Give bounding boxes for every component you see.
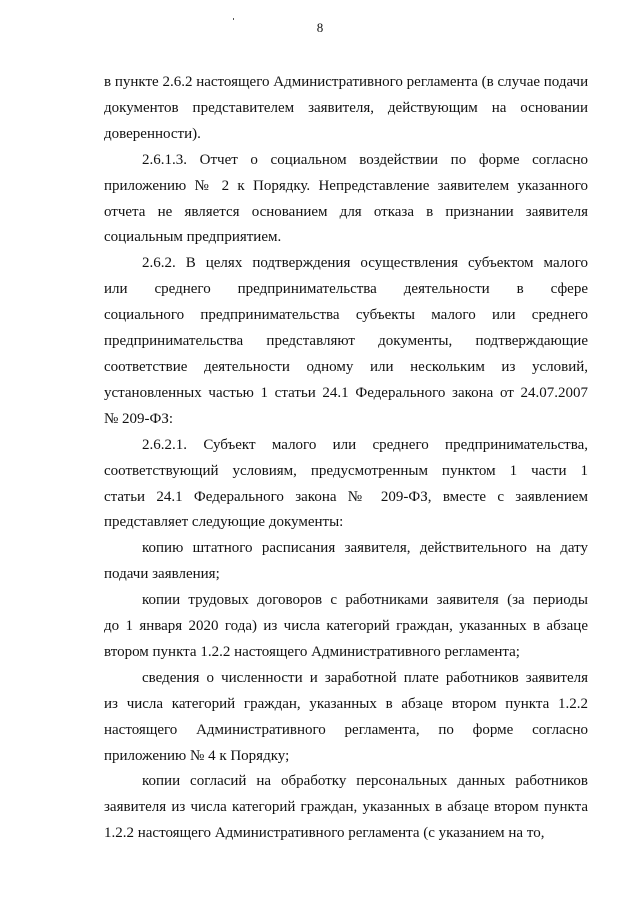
text-line: или среднего предпринимательства деятельности в сфере xyxy=(104,281,588,298)
text-line: подачи заявления; xyxy=(104,566,220,583)
paragraph xyxy=(104,536,588,588)
text-line: установленных частью 1 статьи 24.1 Федерального закона от 24.07.2007 xyxy=(104,384,588,401)
text-line: социального предпринимательства субъекты малого или среднего xyxy=(104,307,588,324)
paragraph xyxy=(104,251,588,432)
text-line: приложению № 4 к Порядку; xyxy=(104,747,290,764)
paragraph xyxy=(104,588,588,666)
text-line: настоящего Административного регламента, по форме согласно xyxy=(104,721,588,738)
page-number: 8 xyxy=(316,20,324,35)
text-line: сведения о численности и заработной плате работников заявителя xyxy=(142,669,588,686)
text-line: доверенности). xyxy=(104,125,201,142)
text-line: копии трудовых договоров с работниками заявителя (за периоды xyxy=(142,592,588,609)
paragraph xyxy=(104,769,588,847)
paragraph xyxy=(104,148,588,252)
text-line: в пункте 2.6.2 настоящего Административного регламента (в случае подачи xyxy=(104,74,589,90)
text-line: документов представителем заявителя, действующим на основании xyxy=(104,99,588,116)
text-line: приложению № 2 к Порядку. Непредставление заявителем указанного xyxy=(104,177,588,194)
paragraph xyxy=(104,433,588,537)
text-line: до 1 января 2020 года) из числа категорий граждан, указанных в абзаце xyxy=(104,618,588,635)
text-line: копии согласий на обработку персональных данных работников xyxy=(142,773,588,790)
text-line: 2.6.1.3. Отчет о социальном воздействии по форме согласно xyxy=(142,151,588,168)
text-line: 2.6.2.1. Субъект малого или среднего предпринимательства, xyxy=(142,436,588,453)
text-line: представляет следующие документы: xyxy=(104,514,344,531)
text-line: предпринимательства представляют документы, подтверждающие xyxy=(104,333,588,350)
text-line: 1.2.2 настоящего Административного регламента (с указанием на то, xyxy=(104,825,545,842)
text-line: копию штатного расписания заявителя, действительного на дату xyxy=(142,540,588,557)
text-line: № 209-ФЗ: xyxy=(104,410,174,427)
text-line: отчета не является основанием для отказа в признании заявителя xyxy=(104,203,588,220)
text-line: статьи 24.1 Федерального закона № 209-ФЗ, вместе с заявлением xyxy=(104,488,588,505)
paragraph xyxy=(104,70,588,148)
text-line: из числа категорий граждан, указанных в абзаце втором пункта 1.2.2 xyxy=(104,695,588,712)
text-line: втором пункта 1.2.2 настоящего Административного регламента; xyxy=(104,643,520,660)
document-body xyxy=(104,70,588,847)
text-line: социальным предприятием. xyxy=(104,229,282,246)
paragraph xyxy=(104,666,588,770)
text-line: соответствие деятельности одному или нескольким из условий, xyxy=(104,358,588,375)
text-line: 2.6.2. В целях подтверждения осуществления субъектом малого xyxy=(142,255,588,272)
text-line: соответствующий условиям, предусмотренным пунктом 1 части 1 xyxy=(104,462,588,479)
text-line: заявителя из числа категорий граждан, указанных в абзаце втором пункта xyxy=(104,799,588,816)
